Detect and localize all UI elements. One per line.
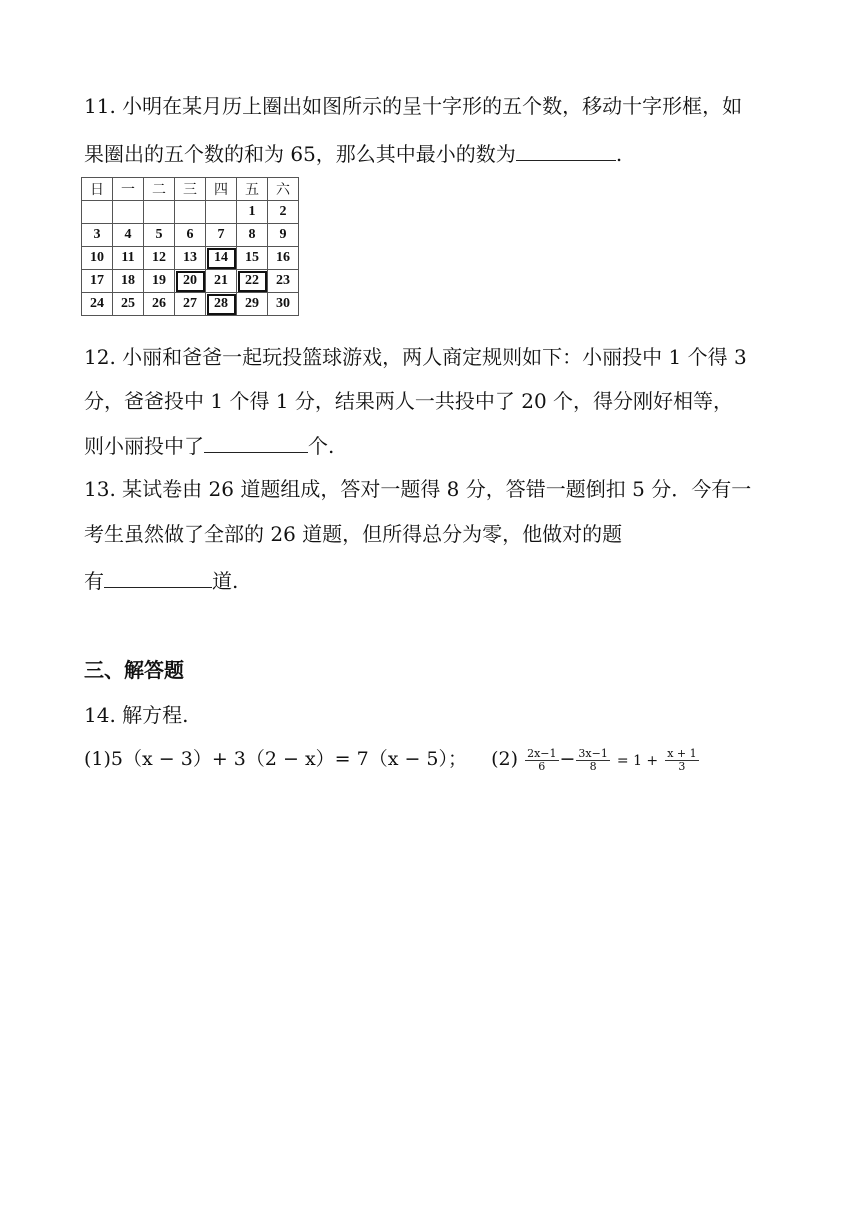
q14-part2-minus: − (559, 748, 576, 770)
q14-title: 14. 解方程. (84, 703, 189, 727)
q14-equations (84, 745, 700, 775)
fraction-denominator: 3 (678, 759, 686, 773)
calendar-cell: 28 (206, 293, 237, 316)
fraction-numerator: x + 1 (667, 746, 697, 760)
q12-text: 则小丽投中了 (84, 434, 204, 458)
calendar-header-cell: 六 (268, 178, 299, 201)
q13-answer-blank[interactable] (104, 565, 212, 588)
q12-answer-blank[interactable] (204, 430, 308, 453)
calendar-cell: 6 (175, 224, 206, 247)
calendar-cell: 20 (175, 270, 206, 293)
calendar-header-cell: 一 (113, 178, 144, 201)
q13-end: 道. (212, 569, 239, 593)
fraction-numerator: 3x−1 (578, 746, 608, 760)
calendar-cell: 7 (206, 224, 237, 247)
q14-part1-label: (1) (84, 748, 111, 770)
q13-line3 (84, 565, 238, 595)
calendar-cell: 18 (113, 270, 144, 293)
calendar-cell (175, 201, 206, 224)
calendar-header-cell: 三 (175, 178, 206, 201)
calendar-cell: 25 (113, 293, 144, 316)
fraction-denominator: 6 (538, 759, 546, 773)
q11-line1: 11. 小明在某月历上圈出如图所示的呈十字形的五个数，移动十字形框，如 (84, 94, 743, 118)
calendar-header-cell: 五 (237, 178, 268, 201)
fraction-denominator: 8 (589, 759, 597, 773)
calendar-cell: 4 (113, 224, 144, 247)
calendar-cell: 9 (268, 224, 299, 247)
calendar-cell: 26 (144, 293, 175, 316)
calendar-row (82, 247, 299, 270)
calendar-cell: 15 (237, 247, 268, 270)
calendar-cell: 30 (268, 293, 299, 316)
q12-line2: 分，爸爸投中 1 个得 1 分，结果两人一共投中了 20 个，得分刚好相等， (84, 389, 734, 413)
calendar-cell: 8 (237, 224, 268, 247)
calendar-cell: 11 (113, 247, 144, 270)
calendar-header-cell: 二 (144, 178, 175, 201)
calendar-cell: 3 (82, 224, 113, 247)
calendar-row (82, 293, 299, 316)
q14-part2-fraction-3 (665, 748, 698, 773)
calendar-cell: 13 (175, 247, 206, 270)
q12-line3 (84, 430, 334, 460)
calendar-cell (144, 201, 175, 224)
calendar-table (81, 177, 299, 316)
calendar-cell: 16 (268, 247, 299, 270)
calendar-cell: 23 (268, 270, 299, 293)
calendar-cell: 21 (206, 270, 237, 293)
section-heading: 三、解答题 (84, 658, 184, 682)
q11-end: . (615, 142, 623, 166)
q14-part1-equation: 5（x − 3）+ 3（2 − x）= 7（x − 5）； (110, 748, 468, 770)
calendar-row (82, 201, 299, 224)
calendar-cell: 27 (175, 293, 206, 316)
calendar-cell: 2 (268, 201, 299, 224)
q11-answer-blank[interactable] (516, 138, 616, 161)
calendar-cell: 5 (144, 224, 175, 247)
calendar-cell (113, 201, 144, 224)
q12-end: 个. (308, 434, 335, 458)
q13-line2: 考生虽然做了全部的 26 道题，但所得总分为零，他做对的题 (84, 522, 623, 546)
calendar-header-cell: 日 (82, 178, 113, 201)
q13-line1: 13. 某试卷由 26 道题组成，答对一题得 8 分，答错一题倒扣 5 分．今有一 (84, 477, 752, 501)
q14-part2-fraction-2 (576, 748, 609, 773)
calendar-cell: 22 (237, 270, 268, 293)
calendar-cell: 19 (144, 270, 175, 293)
calendar-cell: 29 (237, 293, 268, 316)
calendar-header-cell: 四 (206, 178, 237, 201)
q14-part2-label: (2) (491, 748, 519, 770)
calendar-cell: 17 (82, 270, 113, 293)
fraction-numerator: 2x−1 (527, 746, 557, 760)
q13-text: 有 (84, 569, 104, 593)
calendar-cell: 24 (82, 293, 113, 316)
q14-part2-fraction-1 (525, 748, 558, 773)
calendar-cell: 14 (206, 247, 237, 270)
calendar-cell (82, 201, 113, 224)
q11-line2 (84, 138, 622, 168)
calendar-cell: 1 (237, 201, 268, 224)
calendar-header-row (82, 178, 299, 201)
calendar-row (82, 270, 299, 293)
calendar-row (82, 224, 299, 247)
calendar-cell: 10 (82, 247, 113, 270)
calendar-cell (206, 201, 237, 224)
calendar-cell: 12 (144, 247, 175, 270)
q12-line1: 12. 小丽和爸爸一起玩投篮球游戏，两人商定规则如下：小丽投中 1 个得 3 (84, 345, 747, 369)
q14-part2-mid: = 1 + (616, 753, 659, 769)
q11-text: 果圈出的五个数的和为 65，那么其中最小的数为 (84, 142, 516, 166)
